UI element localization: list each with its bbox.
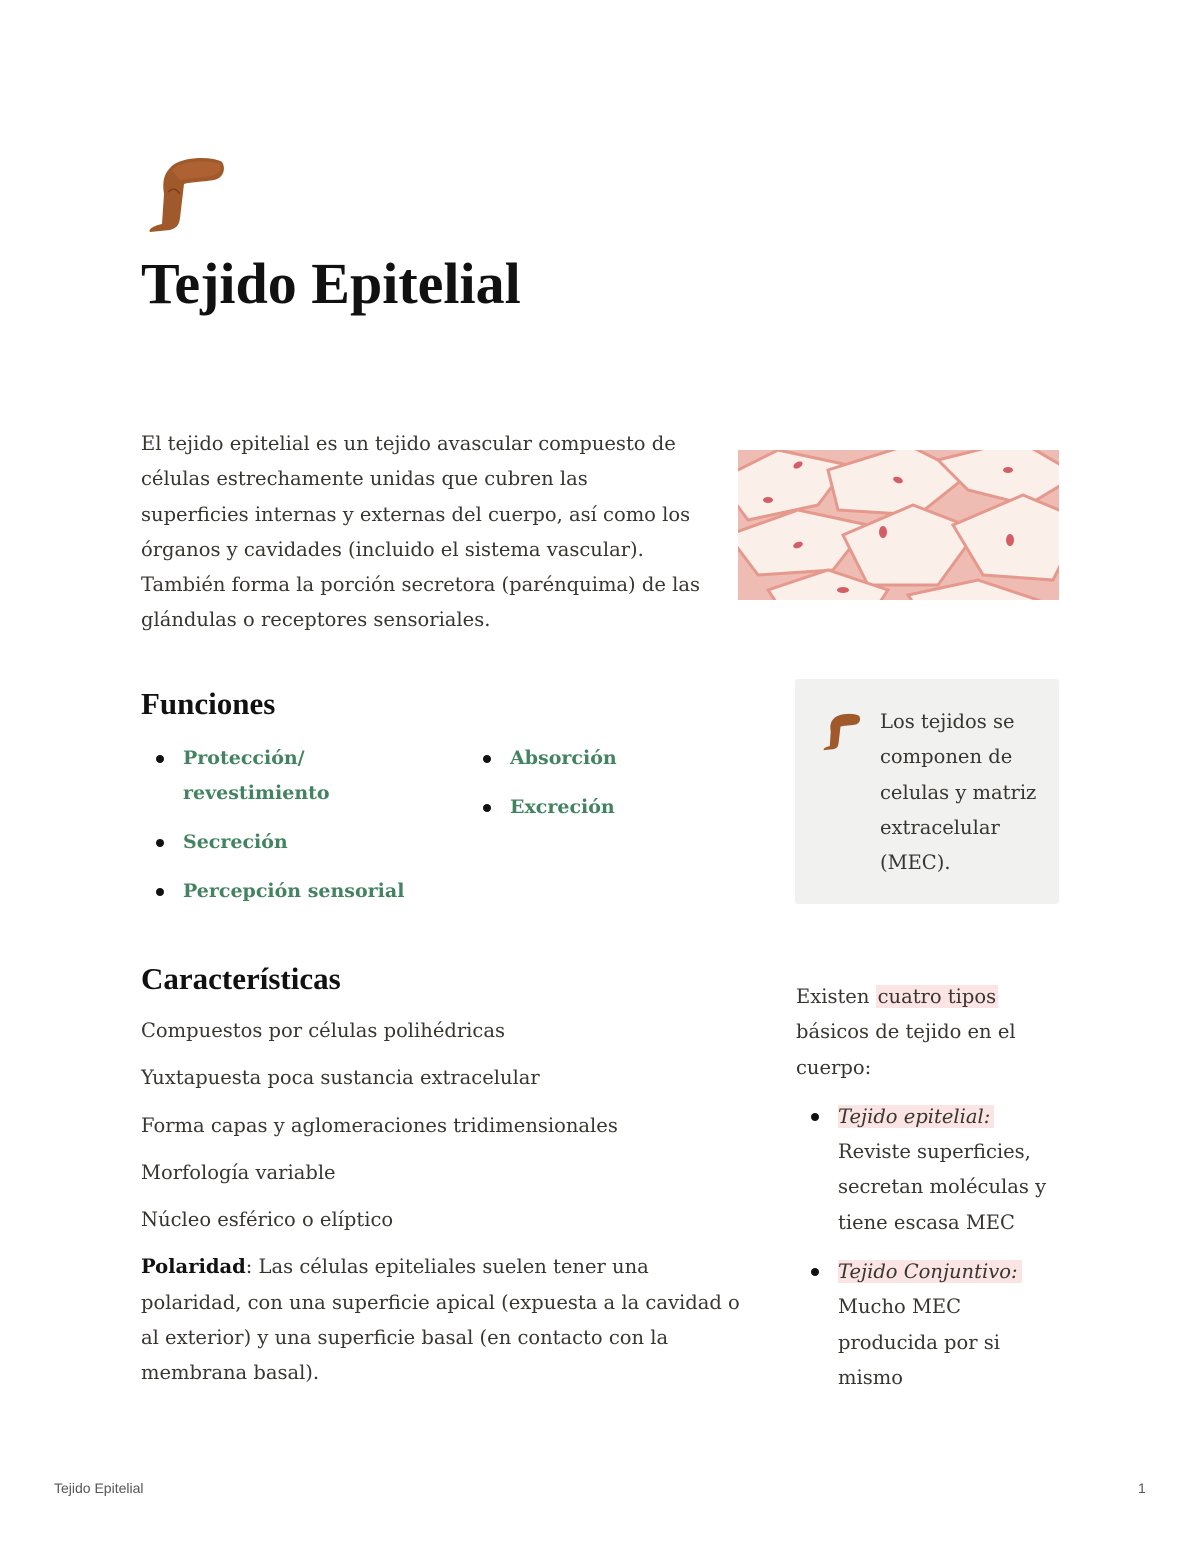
highlight-text: cuatro tipos: [877, 985, 997, 1008]
list-item: Forma capas y aglomeraciones tridimensionales: [141, 1113, 618, 1137]
tipos-intro-before: Existen: [796, 985, 876, 1008]
tipo-label: Tejido Conjuntivo:: [838, 1260, 1022, 1283]
list-item: Protección/ revestimiento: [141, 741, 441, 811]
tipos-intro-after: básicos de tejido en el cuerpo:: [796, 1020, 1016, 1079]
tipo-label: Tejido epitelial:: [838, 1105, 994, 1128]
polaridad-paragraph: [141, 1249, 751, 1390]
list-item: Compuestos por células polihédricas: [141, 1019, 505, 1042]
tipo-text: Reviste superficies, secretan moléculas y tiene escasa MEC: [838, 1140, 1047, 1234]
list-item: Excreción: [468, 790, 698, 825]
leg-icon: [819, 709, 863, 753]
list-item: Secreción: [141, 825, 441, 860]
list-item: Morfología variable: [141, 1160, 336, 1184]
epithelial-tissue-image: [738, 450, 1059, 600]
tipos-section: [796, 979, 1066, 1409]
funciones-heading: Funciones: [141, 686, 276, 721]
footer-title: Tejido Epitelial: [54, 1480, 144, 1496]
intro-paragraph: El tejido epitelial es un tejido avascular compuesto de células estrechamente unidas que cubren las superficies internas y externas del cuerpo, así como los órganos y cavidades (incluido el sistema vascular). También forma la porción secretora (parénquima) de las glándulas o receptores sensoriales.: [141, 432, 700, 632]
list-item: Núcleo esférico o elíptico: [141, 1208, 394, 1232]
list-item: Percepción sensorial: [141, 874, 441, 909]
caracteristicas-heading: Características: [141, 961, 341, 996]
list-item: [796, 1254, 1066, 1395]
leg-icon: [140, 148, 230, 238]
funciones-list-left: [141, 741, 441, 923]
tipos-intro: [796, 979, 1066, 1085]
page-title: Tejido Epitelial: [141, 251, 521, 316]
funciones-list-right: [468, 741, 698, 839]
polaridad-label: Polaridad: [141, 1255, 246, 1279]
tipo-text: Mucho MEC producida por si mismo: [838, 1295, 1001, 1389]
page-number: 1: [1138, 1480, 1146, 1496]
polaridad-text: : Las células epiteliales suelen tener una polaridad, con una superficie apical (expuesta a la cavidad o al exterior) y una superficie basal (en contacto con la membrana basal).: [141, 1255, 740, 1385]
tipos-list: [796, 1099, 1066, 1395]
list-item: Absorción: [468, 741, 698, 776]
list-item: [796, 1099, 1066, 1240]
callout-text: Los tejidos se componen de celulas y matriz extracelular (MEC).: [880, 710, 1037, 875]
list-item: Yuxtapuesta poca sustancia extracelular: [141, 1066, 540, 1090]
callout-box: [795, 679, 1059, 904]
caracteristicas-list: [141, 1013, 751, 1403]
